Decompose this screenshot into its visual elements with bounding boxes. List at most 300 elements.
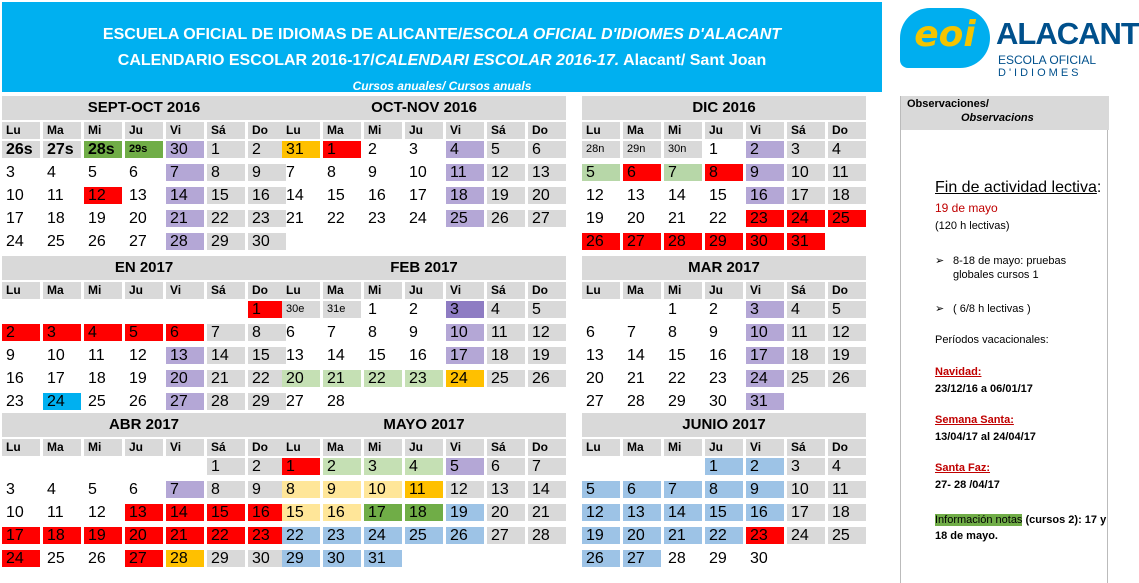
weekday-header: Ju bbox=[125, 282, 163, 299]
day-cell: 29 bbox=[705, 233, 743, 250]
weekday-header: Lu bbox=[582, 122, 620, 139]
day-cell: 16 bbox=[709, 347, 727, 364]
weekday-header: Do bbox=[828, 282, 866, 299]
weekday-header: Sá bbox=[787, 439, 825, 456]
month-title: MAYO 2017 bbox=[282, 413, 566, 437]
day-cell: 23 bbox=[405, 370, 443, 387]
day-cell bbox=[125, 458, 163, 475]
day-cell: 19 bbox=[129, 370, 147, 387]
day-cell: 8 bbox=[327, 164, 336, 181]
weekday-header: Ju bbox=[705, 282, 743, 299]
day-cell: 23 bbox=[248, 527, 286, 544]
day-cell: 6 bbox=[623, 164, 661, 181]
day-cell bbox=[828, 233, 866, 250]
day-cell: 19 bbox=[487, 187, 525, 204]
day-cell: 7 bbox=[286, 164, 295, 181]
day-cell bbox=[787, 393, 825, 410]
day-cell: 25 bbox=[88, 393, 106, 410]
day-cell: 2 bbox=[248, 458, 286, 475]
day-cell: 10 bbox=[409, 164, 427, 181]
day-cell bbox=[528, 393, 566, 410]
day-cell: 17 bbox=[2, 527, 40, 544]
day-cell: 30 bbox=[166, 141, 204, 158]
grades-info: Información notas (cursos 2): 17 y 18 de mayo. bbox=[935, 514, 1107, 542]
day-cell: 28 bbox=[327, 393, 345, 410]
day-cell: 19 bbox=[446, 504, 484, 521]
day-cell: 15 bbox=[668, 347, 686, 364]
day-cell: 26s bbox=[2, 141, 40, 158]
weekday-header: Mi bbox=[84, 122, 122, 139]
day-cell: 13 bbox=[487, 481, 525, 498]
day-cell: 21 bbox=[627, 370, 645, 387]
day-cell: 18 bbox=[487, 347, 525, 364]
day-cell: 9 bbox=[746, 164, 784, 181]
day-cell: 30 bbox=[709, 393, 727, 410]
day-cell: 3 bbox=[746, 301, 784, 318]
day-cell: 21 bbox=[668, 210, 686, 227]
day-cell: 19 bbox=[84, 527, 122, 544]
month-block bbox=[2, 256, 286, 415]
weekday-header: Vi bbox=[446, 282, 484, 299]
weekday-header: Do bbox=[528, 122, 566, 139]
day-cell bbox=[528, 233, 566, 250]
weekday-header: Ma bbox=[43, 282, 81, 299]
day-cell: 18 bbox=[828, 187, 866, 204]
day-cell: 16 bbox=[323, 504, 361, 521]
day-cell: 6 bbox=[528, 141, 566, 158]
day-cell: 7 bbox=[627, 324, 636, 341]
weekday-header: Do bbox=[828, 122, 866, 139]
day-cell: 1 bbox=[368, 301, 377, 318]
day-cell: 15 bbox=[207, 187, 245, 204]
day-cell: 30 bbox=[248, 233, 286, 250]
day-cell: 5 bbox=[582, 164, 620, 181]
day-cell: 20 bbox=[623, 527, 661, 544]
day-cell: 31 bbox=[746, 393, 784, 410]
day-cell: 28 bbox=[627, 393, 645, 410]
day-cell: 9 bbox=[746, 481, 784, 498]
day-cell: 11 bbox=[828, 164, 866, 181]
weekday-header: Ma bbox=[323, 439, 361, 456]
day-cell: 15 bbox=[368, 347, 386, 364]
month-block bbox=[282, 256, 566, 415]
weekday-header: Lu bbox=[282, 439, 320, 456]
month-block bbox=[2, 413, 286, 572]
month-title: DIC 2016 bbox=[582, 96, 866, 120]
weekday-header: Sá bbox=[787, 282, 825, 299]
day-cell: 22 bbox=[207, 527, 245, 544]
day-cell bbox=[528, 550, 566, 567]
day-cell: 12 bbox=[586, 187, 604, 204]
day-cell: 29 bbox=[709, 550, 727, 567]
observations-panel bbox=[900, 96, 1108, 583]
day-cell: 27 bbox=[487, 527, 525, 544]
day-cell: 1 bbox=[248, 301, 286, 318]
day-cell: 11 bbox=[787, 324, 825, 341]
day-cell: 31 bbox=[282, 141, 320, 158]
day-cell: 10 bbox=[47, 347, 65, 364]
day-cell bbox=[828, 393, 866, 410]
day-cell: 20 bbox=[166, 370, 204, 387]
day-cell: 21 bbox=[166, 210, 204, 227]
day-cell bbox=[166, 301, 204, 318]
day-cell: 6 bbox=[166, 324, 204, 341]
day-cell: 12 bbox=[487, 164, 525, 181]
day-cell: 21 bbox=[528, 504, 566, 521]
weekday-header: Lu bbox=[2, 282, 40, 299]
day-cell: 21 bbox=[323, 370, 361, 387]
day-cell: 3 bbox=[6, 481, 15, 498]
day-cell: 9 bbox=[248, 481, 286, 498]
day-cell: 15 bbox=[327, 187, 345, 204]
day-cell: 19 bbox=[528, 347, 566, 364]
day-cell: 16 bbox=[409, 347, 427, 364]
day-cell: 2 bbox=[409, 301, 418, 318]
day-cell: 27 bbox=[129, 233, 147, 250]
weekday-header: Lu bbox=[282, 122, 320, 139]
day-cell: 22 bbox=[668, 370, 686, 387]
day-cell: 3 bbox=[409, 141, 418, 158]
day-cell: 11 bbox=[828, 481, 866, 498]
day-cell: 17 bbox=[6, 210, 24, 227]
weekday-header: Vi bbox=[746, 282, 784, 299]
weekday-header: Sá bbox=[787, 122, 825, 139]
day-cell: 2 bbox=[746, 141, 784, 158]
day-cell: 28 bbox=[668, 550, 686, 567]
day-cell bbox=[323, 233, 361, 250]
day-cell bbox=[405, 233, 443, 250]
day-cell: 18 bbox=[446, 187, 484, 204]
day-cell: 19 bbox=[586, 210, 604, 227]
day-cell: 3 bbox=[787, 458, 825, 475]
day-cell: 4 bbox=[47, 481, 56, 498]
day-cell: 17 bbox=[409, 187, 427, 204]
day-cell: 15 bbox=[709, 187, 727, 204]
day-cell: 4 bbox=[446, 141, 484, 158]
day-cell: 5 bbox=[487, 141, 525, 158]
day-cell: 14 bbox=[327, 347, 345, 364]
day-cell: 8 bbox=[207, 164, 245, 181]
day-cell: 3 bbox=[364, 458, 402, 475]
day-cell: 17 bbox=[446, 347, 484, 364]
day-cell: 21 bbox=[286, 210, 304, 227]
day-cell bbox=[84, 458, 122, 475]
day-cell: 16 bbox=[248, 504, 286, 521]
arrow-icon: ➢ bbox=[935, 255, 945, 267]
day-cell: 9 bbox=[709, 324, 718, 341]
day-cell: 29s bbox=[125, 141, 163, 158]
weekday-header: Sá bbox=[207, 282, 245, 299]
day-cell: 1 bbox=[668, 301, 677, 318]
day-cell: 22 bbox=[327, 210, 345, 227]
weekday-header: Do bbox=[528, 282, 566, 299]
day-cell: 6 bbox=[623, 481, 661, 498]
vacation-periods: Períodos vacacionales: bbox=[935, 334, 1049, 346]
day-cell: 17 bbox=[787, 504, 825, 521]
day-cell: 13 bbox=[627, 187, 645, 204]
day-cell bbox=[446, 550, 484, 567]
day-cell bbox=[623, 301, 661, 318]
day-cell: 2 bbox=[2, 324, 40, 341]
day-cell: 24 bbox=[446, 370, 484, 387]
day-cell: 16 bbox=[248, 187, 286, 204]
day-cell: 11 bbox=[47, 504, 64, 521]
day-cell: 24 bbox=[787, 210, 825, 227]
month-title: ABR 2017 bbox=[2, 413, 286, 437]
weekday-header: Vi bbox=[166, 282, 204, 299]
semana-santa-dates: 13/04/17 al 24/04/17 bbox=[935, 431, 1036, 443]
day-cell: 24 bbox=[2, 550, 40, 567]
month-block bbox=[582, 413, 866, 572]
day-cell: 25 bbox=[828, 210, 866, 227]
day-cell: 8 bbox=[368, 324, 377, 341]
day-cell: 26 bbox=[88, 233, 106, 250]
day-cell: 25 bbox=[828, 527, 866, 544]
day-cell: 3 bbox=[6, 164, 15, 181]
day-cell: 14 bbox=[207, 347, 245, 364]
weekday-header: Ma bbox=[623, 439, 661, 456]
day-cell: 13 bbox=[125, 504, 163, 521]
day-cell: 9 bbox=[248, 164, 286, 181]
weekday-header: Ma bbox=[323, 282, 361, 299]
header-line-2: CALENDARIO ESCOLAR 2016-17/CALENDARI ESCOLAR 2016-17. Alacant/ Sant Joan bbox=[117, 52, 767, 69]
day-cell: 23 bbox=[323, 527, 361, 544]
day-cell: 12 bbox=[446, 481, 484, 498]
day-cell: 10 bbox=[787, 481, 825, 498]
teaching-hours: (120 h lectivas) bbox=[935, 220, 1010, 232]
day-cell: 12 bbox=[84, 187, 122, 204]
day-cell: 16 bbox=[368, 187, 386, 204]
day-cell bbox=[405, 393, 443, 410]
day-cell: 5 bbox=[88, 481, 97, 498]
day-cell: 4 bbox=[828, 141, 866, 158]
day-cell bbox=[166, 458, 204, 475]
navidad-label: Navidad: bbox=[935, 366, 982, 378]
month-block bbox=[582, 96, 866, 255]
day-cell: 18 bbox=[43, 527, 81, 544]
weekday-header: Mi bbox=[364, 439, 402, 456]
day-cell: 13 bbox=[286, 347, 304, 364]
weekday-header: Ma bbox=[43, 122, 81, 139]
day-cell: 8 bbox=[668, 324, 677, 341]
day-cell: 29 bbox=[207, 550, 245, 567]
weekday-header: Do bbox=[248, 439, 286, 456]
day-cell: 15 bbox=[207, 504, 245, 521]
day-cell: 27 bbox=[166, 393, 204, 410]
day-cell: 7 bbox=[664, 164, 702, 181]
weekday-header: Mi bbox=[84, 282, 122, 299]
day-cell: 3 bbox=[43, 324, 81, 341]
weekday-header: Ju bbox=[125, 122, 163, 139]
day-cell: 28 bbox=[166, 233, 204, 250]
day-cell: 20 bbox=[282, 370, 320, 387]
day-cell bbox=[43, 301, 81, 318]
day-cell: 30n bbox=[664, 141, 702, 158]
day-cell: 20 bbox=[129, 210, 147, 227]
day-cell: 28 bbox=[664, 233, 702, 250]
day-cell: 26 bbox=[528, 370, 566, 387]
weekday-header: Vi bbox=[746, 439, 784, 456]
day-cell: 26 bbox=[446, 527, 484, 544]
day-cell: 27 bbox=[125, 550, 163, 567]
day-cell: 4 bbox=[487, 301, 525, 318]
day-cell: 17 bbox=[364, 504, 402, 521]
bullet-hours: ➢ ( 6/8 h lectivas ) bbox=[935, 303, 1031, 315]
weekday-header: Lu bbox=[582, 282, 620, 299]
day-cell bbox=[2, 301, 40, 318]
day-cell: 28 bbox=[528, 527, 566, 544]
weekday-header: Sá bbox=[487, 282, 525, 299]
day-cell: 4 bbox=[84, 324, 122, 341]
weekday-header: Mi bbox=[364, 282, 402, 299]
weekday-header: Vi bbox=[166, 122, 204, 139]
day-cell bbox=[282, 233, 320, 250]
day-cell: 17 bbox=[787, 187, 825, 204]
day-cell: 18 bbox=[828, 504, 866, 521]
day-cell: 21 bbox=[166, 527, 204, 544]
day-cell: 5 bbox=[88, 164, 97, 181]
day-cell: 8 bbox=[705, 164, 743, 181]
month-title: MAR 2017 bbox=[582, 256, 866, 280]
day-cell bbox=[582, 458, 620, 475]
day-cell: 11 bbox=[405, 481, 443, 498]
day-cell: 30 bbox=[323, 550, 361, 567]
weekday-header: Mi bbox=[664, 282, 702, 299]
weekday-header: Ju bbox=[405, 122, 443, 139]
day-cell bbox=[623, 458, 661, 475]
day-cell: 4 bbox=[787, 301, 825, 318]
day-cell: 8 bbox=[282, 481, 320, 498]
day-cell: 28s bbox=[84, 141, 122, 158]
day-cell: 22 bbox=[207, 210, 245, 227]
logo-sub2: D'IDIOMES bbox=[998, 67, 1082, 79]
day-cell: 5 bbox=[582, 481, 620, 498]
day-cell bbox=[364, 233, 402, 250]
day-cell: 30e bbox=[282, 301, 320, 318]
day-cell bbox=[664, 458, 702, 475]
logo-sub1: ESCOLA OFICIAL bbox=[998, 53, 1097, 67]
day-cell: 13 bbox=[623, 504, 661, 521]
day-cell: 22 bbox=[705, 527, 743, 544]
day-cell: 1 bbox=[282, 458, 320, 475]
day-cell: 14 bbox=[668, 187, 686, 204]
day-cell bbox=[364, 393, 402, 410]
day-cell: 15 bbox=[248, 347, 286, 364]
day-cell: 27 bbox=[286, 393, 304, 410]
day-cell: 23 bbox=[746, 527, 784, 544]
day-cell: 1 bbox=[709, 141, 718, 158]
day-cell: 9 bbox=[6, 347, 15, 364]
month-title: JUNIO 2017 bbox=[582, 413, 866, 437]
weekday-header: Sá bbox=[207, 122, 245, 139]
day-cell: 22 bbox=[364, 370, 402, 387]
day-cell bbox=[487, 550, 525, 567]
day-cell: 29 bbox=[282, 550, 320, 567]
day-cell: 15 bbox=[282, 504, 320, 521]
weekday-header: Vi bbox=[446, 122, 484, 139]
day-cell: 19 bbox=[828, 347, 866, 364]
day-cell: 16 bbox=[6, 370, 24, 387]
day-cell: 11 bbox=[88, 347, 105, 364]
day-cell: 27 bbox=[623, 233, 661, 250]
weekday-header: Mi bbox=[364, 122, 402, 139]
month-title: OCT-NOV 2016 bbox=[282, 96, 566, 120]
day-cell: 21 bbox=[664, 527, 702, 544]
weekday-header: Vi bbox=[166, 439, 204, 456]
day-cell: 26 bbox=[582, 550, 620, 567]
day-cell: 12 bbox=[828, 324, 866, 341]
day-cell: 6 bbox=[487, 458, 525, 475]
weekday-header: Lu bbox=[2, 439, 40, 456]
day-cell: 13 bbox=[129, 187, 147, 204]
navidad-dates: 23/12/16 a 06/01/17 bbox=[935, 383, 1033, 395]
weekday-header: Ju bbox=[405, 282, 443, 299]
weekday-header: Ju bbox=[125, 439, 163, 456]
day-cell: 20 bbox=[487, 504, 525, 521]
weekday-header: Lu bbox=[2, 122, 40, 139]
day-cell: 5 bbox=[446, 458, 484, 475]
day-cell: 28 bbox=[207, 393, 245, 410]
day-cell: 22 bbox=[709, 210, 727, 227]
santa-faz-label: Santa Faz: bbox=[935, 462, 991, 474]
day-cell: 7 bbox=[327, 324, 336, 341]
day-cell: 20 bbox=[125, 527, 163, 544]
day-cell: 25 bbox=[47, 550, 65, 567]
day-cell: 27 bbox=[623, 550, 661, 567]
month-block bbox=[582, 256, 866, 415]
day-cell: 20 bbox=[528, 187, 566, 204]
day-cell: 10 bbox=[6, 187, 24, 204]
day-cell: 2 bbox=[248, 141, 286, 158]
day-cell bbox=[446, 233, 484, 250]
weekday-header: Sá bbox=[487, 122, 525, 139]
weekday-header: Ju bbox=[705, 439, 743, 456]
arrow-icon: ➢ bbox=[935, 303, 945, 315]
day-cell: 23 bbox=[248, 210, 286, 227]
weekday-header: Mi bbox=[664, 439, 702, 456]
day-cell bbox=[405, 550, 443, 567]
day-cell: 10 bbox=[746, 324, 784, 341]
day-cell: 28n bbox=[582, 141, 620, 158]
day-cell: 23 bbox=[709, 370, 727, 387]
weekday-header: Ma bbox=[623, 282, 661, 299]
day-cell bbox=[43, 458, 81, 475]
day-cell: 14 bbox=[528, 481, 566, 498]
day-cell: 25 bbox=[487, 370, 525, 387]
day-cell: 21 bbox=[207, 370, 245, 387]
day-cell: 7 bbox=[664, 481, 702, 498]
day-cell: 9 bbox=[409, 324, 418, 341]
day-cell bbox=[487, 393, 525, 410]
day-cell: 22 bbox=[282, 527, 320, 544]
day-cell: 14 bbox=[286, 187, 304, 204]
day-cell: 17 bbox=[746, 347, 784, 364]
day-cell: 7 bbox=[166, 481, 204, 498]
day-cell: 13 bbox=[166, 347, 204, 364]
day-cell: 2 bbox=[323, 458, 361, 475]
day-cell: 30 bbox=[248, 550, 286, 567]
day-cell: 12 bbox=[88, 504, 106, 521]
day-cell: 24 bbox=[787, 527, 825, 544]
end-of-classes: Fin de actividad lectiva: 19 de mayo bbox=[935, 179, 1102, 215]
day-cell: 17 bbox=[47, 370, 65, 387]
day-cell: 8 bbox=[207, 481, 245, 498]
day-cell bbox=[446, 393, 484, 410]
day-cell: 1 bbox=[705, 458, 743, 475]
day-cell: 10 bbox=[6, 504, 24, 521]
day-cell: 23 bbox=[6, 393, 24, 410]
weekday-header: Vi bbox=[446, 439, 484, 456]
